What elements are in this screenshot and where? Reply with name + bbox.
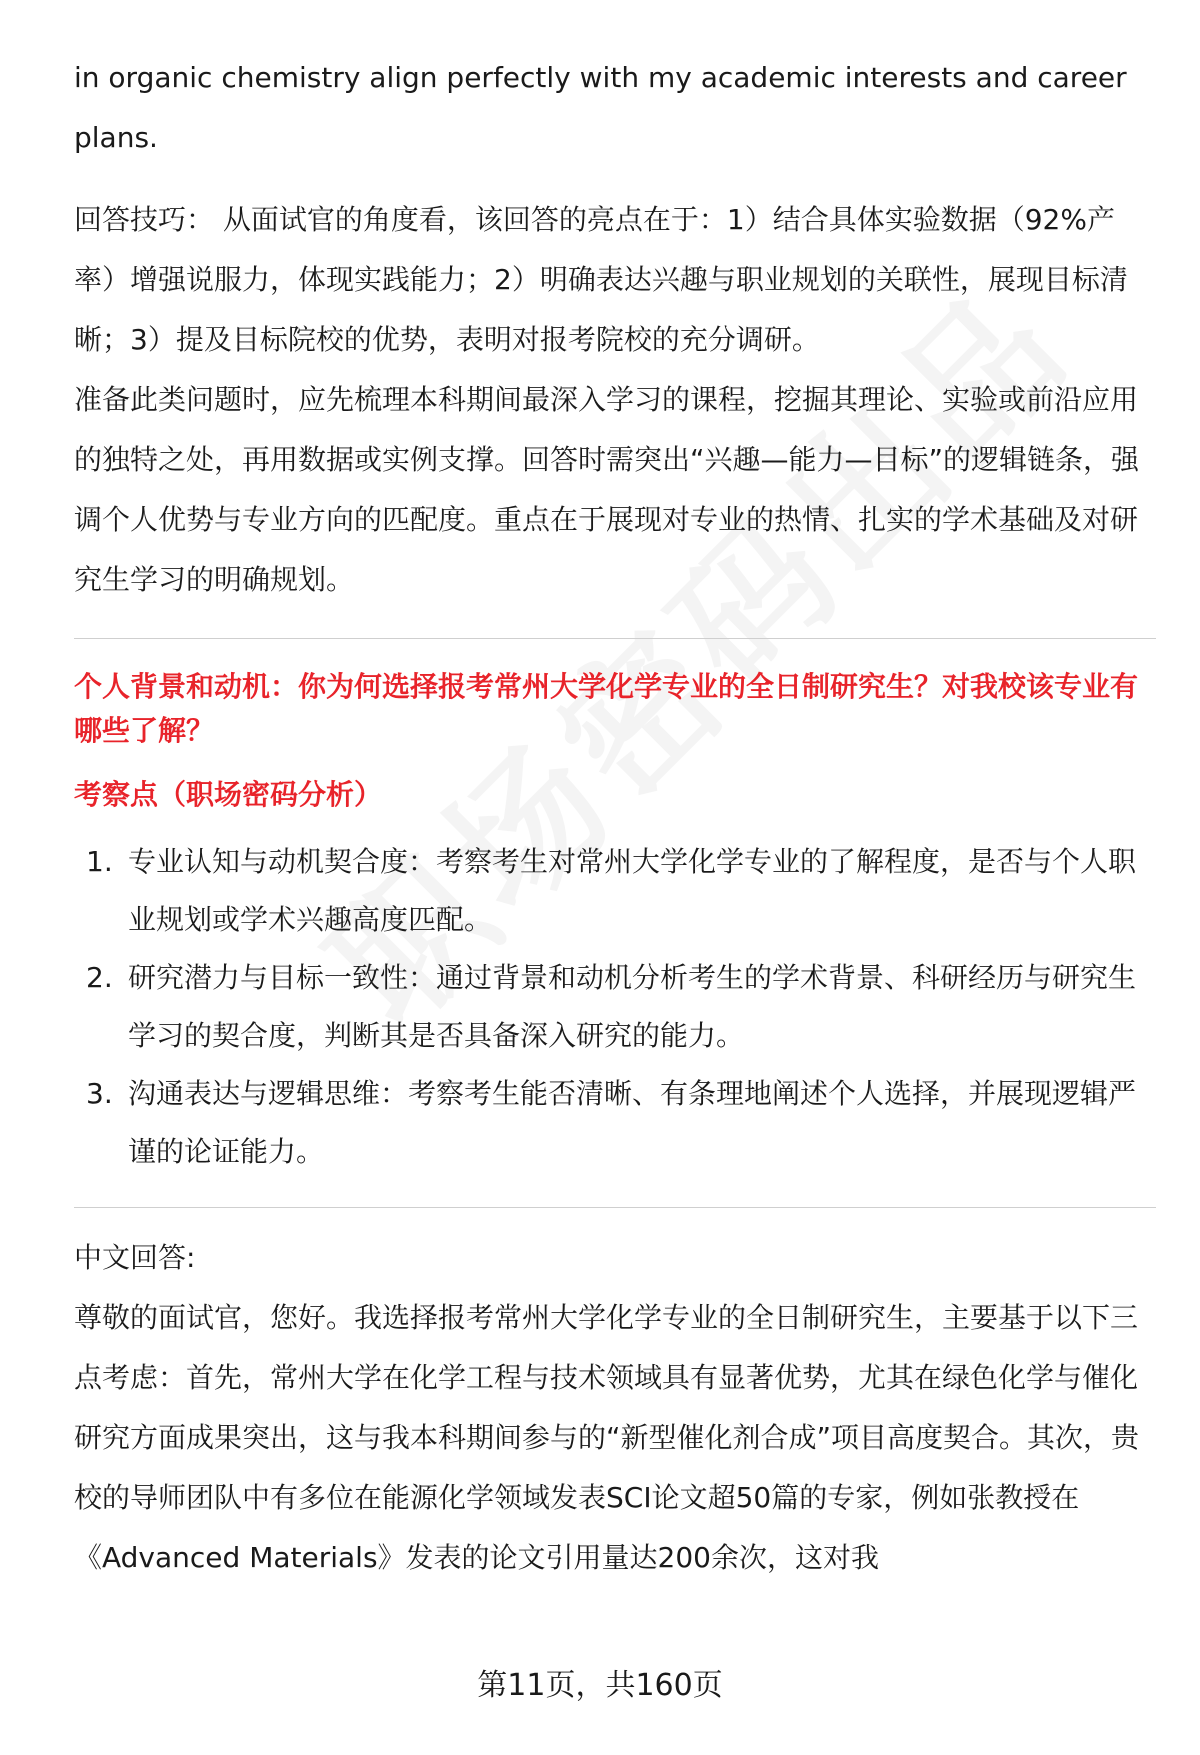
list-item-text: 专业认知与动机契合度：考察考生对常州大学化学专业的了解程度，是否与个人职业规划或学术兴趣高度匹配。 — [128, 845, 1137, 936]
list-item — [74, 949, 1156, 1065]
section-divider-top — [74, 638, 1156, 639]
section-divider-bottom — [74, 1207, 1156, 1208]
list-item-number: 1. — [86, 845, 113, 878]
focus-points-list — [74, 833, 1156, 1181]
intro-continuation: in organic chemistry align perfectly with my academic interests and career plans. — [74, 61, 1127, 154]
list-item-text: 研究潜力与目标一致性：通过背景和动机分析考生的学术背景、科研经历与研究生学习的契合度，判断其是否具备深入研究的能力。 — [128, 961, 1137, 1052]
list-item-number: 2. — [86, 961, 113, 994]
answer-label: 中文回答: — [74, 1241, 196, 1274]
list-item — [74, 833, 1156, 949]
page-content — [74, 48, 1156, 1588]
tips-paragraph-2: 准备此类问题时，应先梳理本科期间最深入学习的课程，挖掘其理论、实验或前沿应用的独特之处，再用数据或实例支撑。回答时需突出“兴趣—能力—目标”的逻辑链条，强调个人优势与专业方向的匹配度。重点在于展现对专业的热情、扎实的学术基础及对研究生学习的明确规划。 — [74, 383, 1140, 596]
page-number: 第11页，共160页 — [477, 1668, 723, 1703]
question-title: 个人背景和动机：你为何选择报考常州大学化学专业的全日制研究生？对我校该专业有哪些了解？ — [74, 670, 1139, 747]
tips-paragraph-1: 回答技巧： 从面试官的角度看，该回答的亮点在于：1）结合具体实验数据（92%产率）增强说服力，体现实践能力；2）明确表达兴趣与职业规划的关联性，展现目标清晰；3）提及目标院校的优势，表明对报考院校的充分调研。 — [74, 203, 1128, 356]
list-item-text: 沟通表达与逻辑思维：考察考生能否清晰、有条理地阐述个人选择，并展现逻辑严谨的论证能力。 — [128, 1077, 1137, 1168]
list-item — [74, 1065, 1156, 1181]
focus-heading: 考察点（职场密码分析） — [74, 778, 383, 811]
list-item-number: 3. — [86, 1077, 113, 1110]
answer-body: 尊敬的面试官，您好。我选择报考常州大学化学专业的全日制研究生，主要基于以下三点考虑：首先，常州大学在化学工程与技术领域具有显著优势，尤其在绿色化学与催化研究方面成果突出，这与我本科期间参与的“新型催化剂合成”项目高度契合。其次，贵校的导师团队中有多位在能源化学领域发表SCI论文超50篇的专家，例如张教授在《Advanced Materials》发表的论文引用量达200余次，这对我 — [74, 1301, 1140, 1574]
